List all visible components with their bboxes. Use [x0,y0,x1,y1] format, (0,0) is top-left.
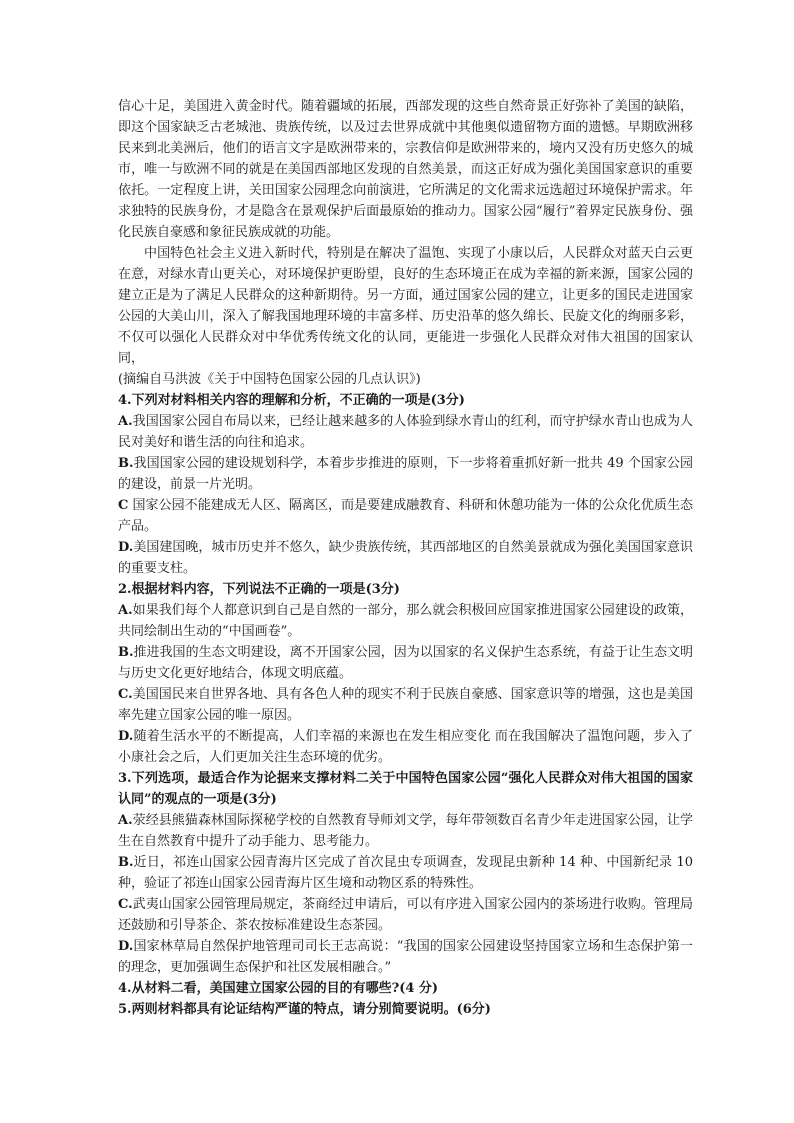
option-b: B.近日，祁连山国家公园青海片区完成了首次昆虫专项调查，发现昆虫新种 14 种、中国新纪录 10 种，验证了祁连山国家公园青海片区生境和动物区系的特殊性。 [118,855,693,891]
question-stem: 3.下列选项，最适合作为论据来支撑材料二关于中国特色国家公园“强化人民群众对伟大祖国的国家认同”的观点的一项是(3分) [118,771,693,807]
question-block [118,999,693,1020]
question-block [118,579,693,768]
option-a: A.荥经县熊猫森林国际探秘学校的自然教育导师刘文学，每年带领数百名青少年走进国家公园，让学生在自然教育中提升了动手能力、思考能力。 [118,813,693,849]
option-b: B.我国国家公园的建设规划科学，本着步步推进的原则，下一步将着重抓好新一批共 49 个国家公园的建设，前景一片光明。 [118,456,693,492]
question-stem: 4.下列对材料相关内容的理解和分析，不正确的一项是(3分) [118,393,465,408]
question-block [118,390,693,579]
exam-page [118,96,693,1020]
question-stem: 4.从材料二看，美国建立国家公园的目的有哪些?(4 分) [118,981,439,996]
question-stem: 5.两则材料都具有论证结构严谨的特点，请分别简要说明。(6分) [118,1002,491,1017]
material-paragraph-1: 信心十足，美国进入黄金时代。随着疆域的拓展，西部发现的这些自然奇景正好弥补了美国的缺陷，即这个国家缺乏古老城池、贵族传统，以及过去世界成就中其他奥似遗留物方面的遗憾。早期欧洲移民来到北美洲后，他们的语言文字是欧洲带来的，宗教信仰是欧洲带来的，境内又没有历史悠久的城市，唯一与欧洲不同的就是在美国西部地区发现的自然美景，而这正好成为强化美国国家意识的重要依托。一定程度上讲，关田国家公园理念向前演进，它所满足的文化需求远选超过环境保护需求。年求独特的民族身份，才是隐含在景观保护后面最原始的推动力。国家公园“履行”着界定民族身份、强化民族自豪感和象征民族成就的功能。 [118,99,693,240]
option-d: D.国家林草局自然保护地管理司司长王志高说：“我国的国家公园建设坚持国家立场和生态保护第一的理念，更加强调生态保护和社区发展相融合。” [118,939,693,975]
reading-material [118,96,693,390]
question-block [118,768,693,978]
option-c: C 国家公园不能建成无人区、隔离区，而是要建成融教育、科研和休憩功能为一体的公众化优质生态产品。 [118,498,693,534]
question-block [118,978,693,999]
option-a: A.我国国家公园自布局以来，已经让越来越多的人体验到绿水青山的红利，而守护绿水青山也成为人民对美好和谐生活的向往和追求。 [118,414,693,450]
option-b: B.推进我国的生态文明建设，离不开国家公园，因为以国家的名义保护生态系统，有益于让生态文明与历史文化更好地结合，体现文明底蕴。 [118,645,693,681]
option-c: C.美国国民来自世界各地、具有各色人种的现实不利于民族自豪感、国家意识等的增强，这也是美国率先建立国家公园的唯一原因。 [118,687,693,723]
material-source: (摘编自马洪波《关于中国特色国家公园的几点认识》) [118,372,421,387]
option-a: A.如果我们每个人都意识到自己是自然的一部分，那么就会积极回应国家推进国家公园建设的政策，共同绘制出生动的“中国画卷”。 [118,603,693,639]
question-list [118,390,693,1020]
option-c: C.武夷山国家公园管理局规定，茶商经过申请后，可以有序进入国家公园内的茶场进行收购。管理局还鼓励和引导茶企、茶农按标准建设生态茶园。 [118,897,693,933]
material-paragraph-2: 中国特色社会主义进入新时代，特别是在解决了温饱、实现了小康以后，人民群众对蓝天白云更在意，对绿水青山更关心，对环境保护更盼望，良好的生态环境正在成为幸福的新来源，国家公园的建立正是为了满足人民群众的这种新期待。另一方面，通过国家公园的建立，让更多的国民走进国家公园的大美山川，深入了解我国地理环境的丰富多样、历史沿革的悠久绵长、民旋文化的绚丽多彩，不仅可以强化人民群众对中华优秀传统文化的认同，更能进一步强化人民群众对伟大祖国的国家认同， [118,246,693,366]
option-d: D.美国建国晚，城市历史并不悠久，缺少贵族传统，其西部地区的自然美景就成为强化美国国家意识的重要支柱。 [118,540,693,576]
option-d: D.随着生活水平的不断提高，人们幸福的来源也在发生相应变化 而在我国解决了温饱问题，步入了小康社会之后，人们更加关注生态环境的优劣。 [118,729,693,765]
question-stem: 2.根据材料内容，下列说法不正确的一项是(3分) [118,582,400,597]
